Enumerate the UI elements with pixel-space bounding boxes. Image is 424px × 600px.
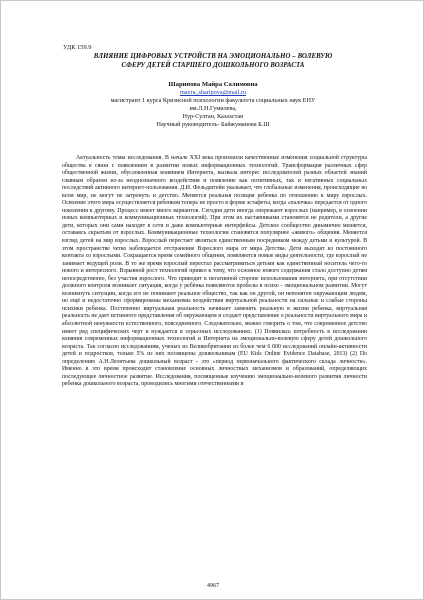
article-title <box>41 52 385 71</box>
article-body <box>62 155 367 389</box>
title-line-2: СФЕРУ ДЕТЕЙ СТАРШЕГО ДОШКОЛЬНОГО ВОЗРАСТА <box>121 62 305 70</box>
udc-code: УДК 159.9 <box>63 44 92 51</box>
title-line-1: ВЛИЯНИЕ ЦИФРОВЫХ УСТРОЙСТВ НА ЭМОЦИОНАЛЬНО – ВОЛЕВУЮ <box>93 53 333 60</box>
author-block <box>41 80 385 129</box>
author-university: им.Л.Н.Гумилева, <box>189 105 237 113</box>
author-city: Нур-Султан, Казахстан <box>182 113 244 121</box>
page-number: 4967 <box>207 583 219 589</box>
author-name: Шарипова Майра Салимовна <box>168 81 258 88</box>
body-paragraph: Актуальность темы исследования. В начале XXI века произошли качественные изменения социальной структуры общества в связи с появлением в развитии новых информационных технологий. Трансформация различных сфер общественной жизни, обусловленная влиянием Интернета, вызвала интерес исследователей разных областей знаний главным образом из-за неоднозначного воздействия и появление как позитивных, так и негативных социальных последствий активного интернет-пользования. Д.И. Фельдштейн указывает, что глобальные изменения, происходящие во всем мир, не могут не затронуть и детство. Меняется реальная позиция ребенка по отношению к миру взрослых. Освоение этого мира осуществляется ребенком теперь не просто в форме эстафеты, когда «палочка» передается от одного поколения к другому. Процесс имеет много вариантов. Сегодня дети иногда опережают взрослых (например, в освоении новых компьютерных и коммуникационных технологий). При этом их наставниками становятся не родители, а другие дети, которых они сами находят в сети и даже компьютерные интерфейсы. Детское сообщество динамично меняется, оставаясь скрытым от взрослых. Коммуникационные технологии становятся популярнее «живого» общения. Меняется взгляд детей на мир взрослых. Взрослый перестает являться единственным посредником между детьми и культурой. В этом пространстве четко наблюдается отстранение Взрослого мира от мира Детства. Дети выходят из постоянного контакта со взрослыми. Сокращается время семейного общения, появляются новые виды деятельности, где взрослый не занимает ведущей роли. В то же время взрослый перестал рассматриваться детьми как единственный носитель чего-то нового и интересного. Взрывной рост технологий привел к тому, что основное нового содержания стало доступно детям непосредственно, без участия взрослого. Что приводит к негативной стороне использования интернета, при отсутствии должного контроля возникает ситуация, когда у ребёнка появляются пробелы в психо - эмоциональном развитии. Могут возникнуть ситуации, когда его не понимают реальное общество, так как он другой, он непонятен окружающим людям, но ещё и недостаточно сформированы механизмы воздействия виртуальной реальности на сильные и слабые стороны психики ребенка. Постепенно виртуальная реальность начинает заменять реальную в жизни ребенка, виртуальная реальность не дает истинного представления об окружающем и создает представление о реальности виртуального мира и абсолютной ненужности естественного, повседневного. Следовательно, можно говорить о том, что современное детство имеет ряд специфических черт и нуждается в серьезных исследованиях. (1) Появилась потребность в исследовании влияния современных информационных технологий и Интернета на эмоционально-волевую сферу детей дошкольного возраста. Так согласно исследованиям, ученых из Великобритании из более чем 6 000 исследований онлайн-активности детей и подростков, только 5% из них посвящены дошкольникам (EU Kids Online Evidence Database, 2013) (2) По определению А.Н.Леонтьева дошкольный возраст - это «период первоначального фактического склада личности». Именно в это время происходит становление основных личностных механизмов и образований, определяющих последующее личностное развитие. Исследования, посвященные изучению эмоционально-волевого развития личности ребенка дошкольного возраста, проводились многими отечественными и <box>62 155 367 388</box>
author-position: магистрант 1 курса Кризисной психологии факультета социальных наук ЕНУ <box>110 97 316 105</box>
scientific-supervisor: Научный руководитель- Байжуманова Б.Ш <box>156 121 270 129</box>
author-email-link[interactable]: mayra_sharipova@mail.ru <box>179 89 246 96</box>
